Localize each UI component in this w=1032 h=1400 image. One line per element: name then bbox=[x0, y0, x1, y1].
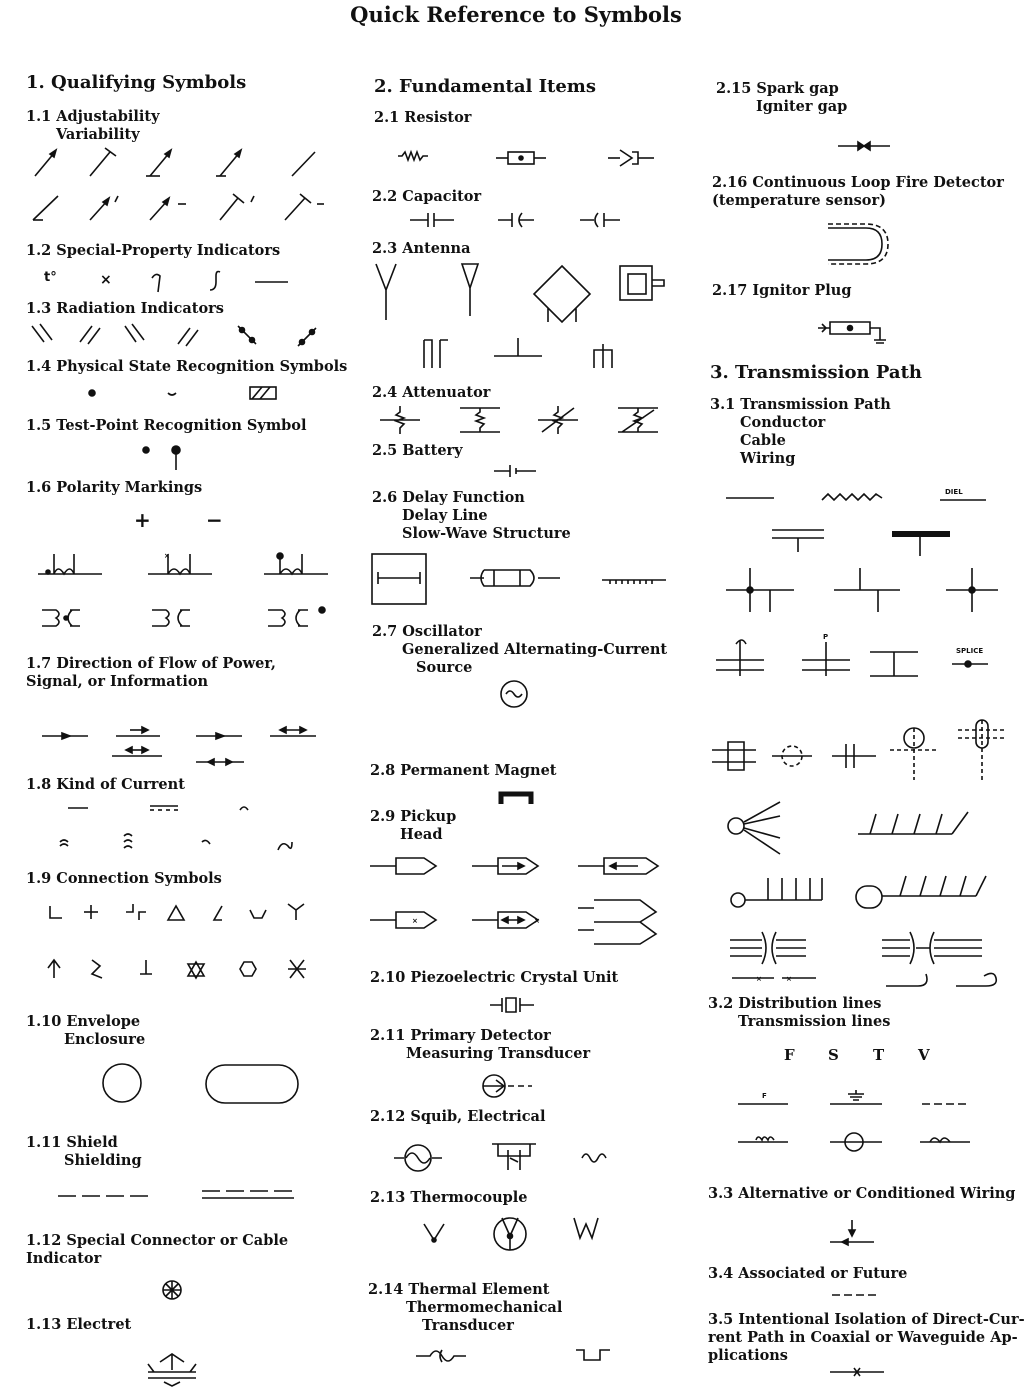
polarity-symbols bbox=[36, 546, 336, 636]
label-1-1: 1.1 Adjustability Variability bbox=[26, 108, 160, 143]
spark-gap-symbol bbox=[836, 138, 896, 154]
label-2-15: 2.15 Spark gap Igniter gap bbox=[716, 80, 848, 115]
conditioned-wiring-symbol bbox=[828, 1218, 878, 1248]
temperature-glyph: t° bbox=[44, 270, 57, 285]
future-wiring-symbol bbox=[830, 1290, 880, 1300]
label-1-10: 1.10 Envelope Enclosure bbox=[26, 1013, 146, 1048]
delay-line-symbols bbox=[370, 552, 670, 608]
distribution-line-symbols bbox=[734, 1086, 1014, 1162]
special-connector-symbol bbox=[160, 1278, 184, 1302]
label-3-5: 3.5 Intentional Isolation of Direct-Cur- rent Path in Coaxial or Waveguide Ap- plications bbox=[708, 1311, 1025, 1364]
connection-symbols bbox=[46, 902, 316, 984]
squib-symbols bbox=[392, 1140, 622, 1176]
label-2-9: 2.9 Pickup Head bbox=[370, 808, 457, 843]
fstv-f: F bbox=[784, 1046, 795, 1064]
label-3-3: 3.3 Alternative or Conditioned Wiring bbox=[708, 1185, 1016, 1202]
label-2-14: 2.14 Thermal Element Thermomechanical Transducer bbox=[368, 1281, 563, 1334]
minus-glyph: − bbox=[206, 508, 223, 532]
special-property-symbols bbox=[150, 270, 300, 294]
transmission-path-symbols bbox=[716, 480, 1016, 800]
label-1-9: 1.9 Connection Symbols bbox=[26, 870, 222, 887]
section-fundamental-items: 2. Fundamental Items bbox=[374, 76, 596, 97]
label-1-2: 1.2 Special-Property Indicators bbox=[26, 242, 281, 259]
resistor-symbols bbox=[396, 146, 666, 170]
permanent-magnet-symbol bbox=[498, 790, 538, 806]
label-2-10: 2.10 Piezoelectric Crystal Unit bbox=[370, 969, 619, 986]
f-small-glyph: F bbox=[762, 1092, 767, 1100]
label-3-1: 3.1 Transmission Path Conductor Cable Wiring bbox=[710, 396, 891, 467]
section-qualifying-symbols: 1. Qualifying Symbols bbox=[26, 72, 247, 93]
primary-detector-symbol bbox=[480, 1072, 540, 1100]
thermal-element-symbols bbox=[414, 1342, 624, 1370]
page-title: Quick Reference to Symbols bbox=[350, 2, 682, 27]
fstv-v: V bbox=[918, 1046, 930, 1064]
label-1-4: 1.4 Physical State Recognition Symbols bbox=[26, 358, 348, 375]
label-2-16: 2.16 Continuous Loop Fire Detector (temperature sensor) bbox=[712, 174, 1004, 209]
label-2-5: 2.5 Battery bbox=[372, 442, 463, 459]
fire-detector-symbol bbox=[826, 222, 896, 268]
fstv-t: T bbox=[873, 1046, 885, 1064]
label-2-4: 2.4 Attenuator bbox=[372, 384, 491, 401]
label-1-7: 1.7 Direction of Flow of Power, Signal, or Information bbox=[26, 655, 276, 690]
label-1-5: 1.5 Test-Point Recognition Symbol bbox=[26, 417, 307, 434]
splice-glyph: SPLICE bbox=[956, 647, 984, 655]
antenna-symbols bbox=[372, 260, 672, 372]
label-2-2: 2.2 Capacitor bbox=[372, 188, 482, 205]
envelope-symbols bbox=[100, 1062, 310, 1108]
kind-of-current-symbols bbox=[56, 800, 306, 856]
svg-text:×: × bbox=[534, 917, 540, 925]
label-1-6: 1.6 Polarity Markings bbox=[26, 479, 203, 496]
times-glyph: × bbox=[100, 272, 112, 288]
attenuator-symbols bbox=[376, 404, 666, 436]
diel-glyph: DIEL bbox=[945, 488, 963, 496]
section-transmission-path: 3. Transmission Path bbox=[710, 362, 922, 383]
svg-text:×: × bbox=[756, 975, 762, 983]
test-point-symbols bbox=[138, 442, 188, 472]
radiation-indicators bbox=[30, 322, 330, 352]
label-2-8: 2.8 Permanent Magnet bbox=[370, 762, 557, 779]
label-3-4: 3.4 Associated or Future bbox=[708, 1265, 908, 1282]
physical-state-symbols bbox=[80, 385, 290, 403]
label-2-13: 2.13 Thermocouple bbox=[370, 1189, 528, 1206]
thermocouple-symbols bbox=[420, 1214, 610, 1254]
ignitor-plug-symbol bbox=[816, 318, 896, 344]
label-2-1: 2.1 Resistor bbox=[374, 109, 472, 126]
battery-symbol bbox=[492, 462, 542, 480]
label-3-2: 3.2 Distribution lines Transmission lines bbox=[708, 995, 891, 1030]
svg-text:×: × bbox=[412, 917, 418, 925]
label-2-3: 2.3 Antenna bbox=[372, 240, 471, 257]
label-1-3: 1.3 Radiation Indicators bbox=[26, 300, 224, 317]
svg-text:×: × bbox=[786, 975, 792, 983]
svg-text:×: × bbox=[164, 552, 170, 560]
label-2-17: 2.17 Ignitor Plug bbox=[712, 282, 852, 299]
adjustability-symbols bbox=[30, 148, 330, 228]
label-2-11: 2.11 Primary Detector Measuring Transducer bbox=[370, 1027, 591, 1062]
capacitor-symbols bbox=[408, 210, 628, 230]
isolation-symbol bbox=[828, 1366, 888, 1378]
label-1-11: 1.11 Shield Shielding bbox=[26, 1134, 142, 1169]
label-2-7: 2.7 Oscillator Generalized Alternating-Current Source bbox=[372, 623, 668, 676]
electret-symbol bbox=[144, 1352, 200, 1388]
cable-symbols bbox=[720, 800, 1020, 1000]
shield-symbols bbox=[58, 1186, 308, 1202]
label-1-13: 1.13 Electret bbox=[26, 1316, 132, 1333]
flow-direction-symbols bbox=[40, 726, 330, 770]
plus-glyph: + bbox=[134, 508, 151, 532]
pickup-head-symbols bbox=[368, 852, 668, 936]
label-2-6: 2.6 Delay Function Delay Line Slow-Wave Structure bbox=[372, 489, 571, 542]
label-1-12: 1.12 Special Connector or Cable Indicator bbox=[26, 1232, 289, 1267]
label-1-8: 1.8 Kind of Current bbox=[26, 776, 185, 793]
oscillator-symbol bbox=[498, 678, 530, 710]
label-2-12: 2.12 Squib, Electrical bbox=[370, 1108, 546, 1125]
crystal-unit-symbol bbox=[488, 994, 538, 1016]
p-glyph: P bbox=[823, 633, 829, 641]
fstv-s: S bbox=[828, 1046, 839, 1064]
